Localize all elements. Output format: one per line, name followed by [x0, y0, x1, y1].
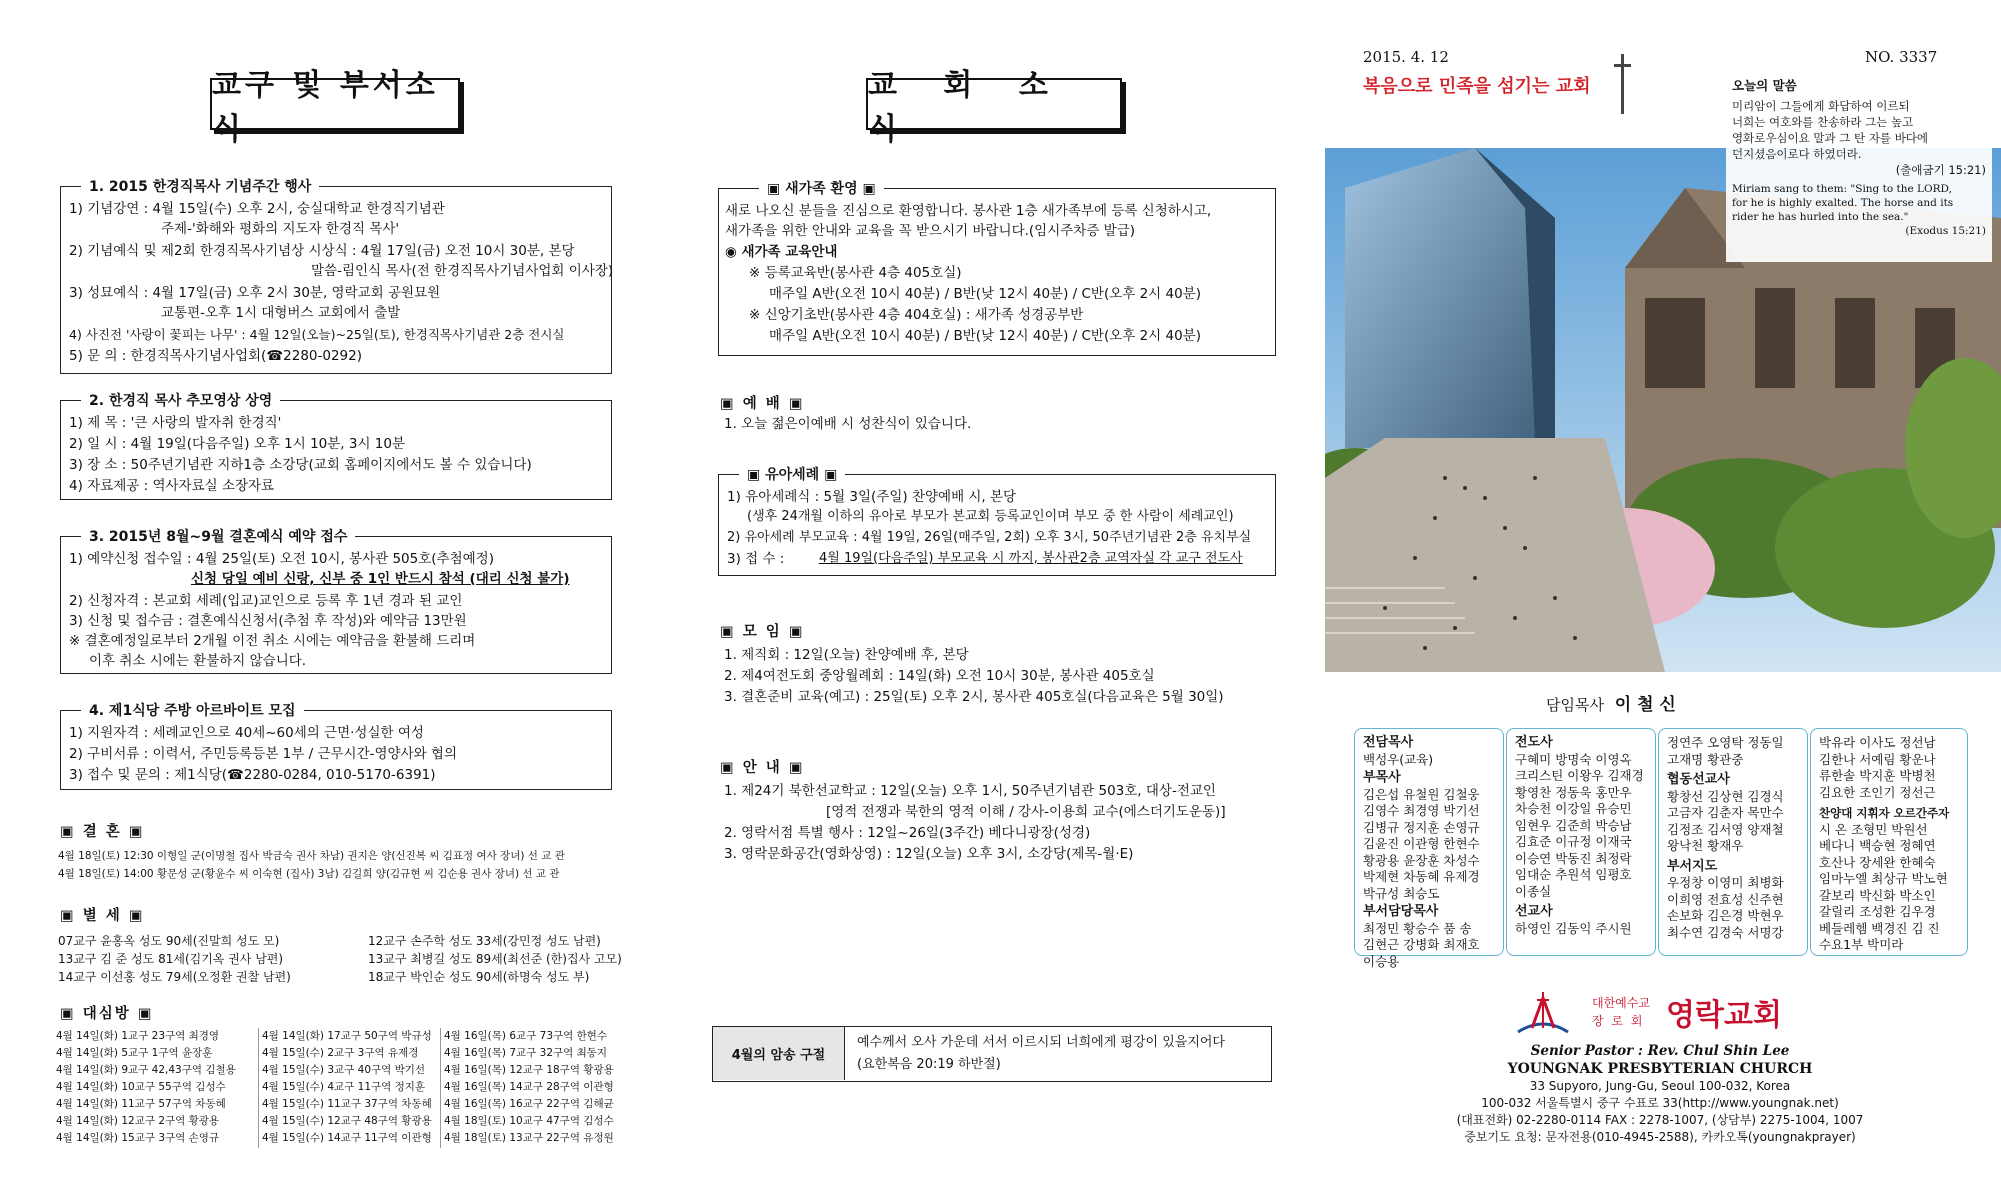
section-infant-baptism: [718, 467, 1276, 576]
text-line: 4) 자료제공 : 역사자료실 소장자료: [69, 478, 275, 494]
staff-names: 백성우(교육): [1363, 751, 1434, 767]
text-line: 2) 일 시 : 4월 19일(다음주일) 오후 1시 10분, 3시 10분: [69, 436, 406, 452]
staff-heading: 전도사: [1515, 735, 1553, 750]
phone-line: (대표전화) 02-2280-0114 FAX : 2278-1007, (상담부) 2275-1004, 1007: [1456, 1113, 1864, 1127]
text-line: 5) 문 의 : 한경직목사기념사업회(☎2280-0292): [69, 348, 362, 364]
text-line: 3. 결혼준비 교육(예고) : 25일(토) 오후 2시, 봉사관 405호실(다음교육은 5월 30일): [724, 689, 1224, 705]
verse-en-line: Miriam sang to them: "Sing to the LORD,: [1732, 183, 1952, 195]
text-line: 신청 당일 예비 신랑, 신부 중 1인 반드시 참석 (대리 신청 불가): [191, 571, 570, 587]
section-kitchen-job: [60, 703, 612, 790]
visit-line: 4월 14일(화) 17교구 50구역 박규성: [262, 1030, 432, 1042]
staff-names: 김은섭 유철원 김철웅 김영수 최경영 박기선 김병규 정지훈 손영규 김윤진 이관형 한현수 황광용 윤장훈 차성수 박제현 차동혜 유제경 박규성 최승도: [1363, 786, 1480, 901]
text-line: 4) 사진전 '사랑이 꽃피는 나무' : 4월 12일(오늘)~25일(토), 한경직목사기념관 2층 전시실: [69, 327, 565, 342]
slogan: 복음으로 민족을 섬기는 교회: [1363, 76, 1591, 97]
visits-col-3: [444, 1028, 624, 1147]
text-line: 3) 장 소 : 50주년기념관 지하1층 소강당(교회 홈페이지에서도 볼 수 있습니다): [69, 457, 532, 473]
death-line: 13교구 김 준 성도 81세(김기옥 권사 남편): [58, 952, 284, 966]
text-line: ※ 등록교육반(봉사관 4층 405호실): [749, 265, 962, 281]
text-line: 3) 신청 및 접수금 : 결혼예식신청서(추첨 후 작성)와 예약금 13만원: [69, 613, 467, 629]
staff-col-2: [1506, 728, 1656, 956]
staff-heading: 협동선교사: [1667, 772, 1730, 787]
text-line: 3) 접수 및 문의 : 제1식당(☎2280-0284, 010-5170-6391): [69, 767, 436, 783]
verse-line: 너희는 여호와를 찬송하라 그는 높고: [1732, 115, 1914, 129]
verse-ref: (출애굽기 15:21): [1895, 163, 1986, 177]
staff-heading: 전담목사: [1363, 735, 1414, 750]
memory-verse-text: 예수께서 오사 가운데 서서 이르시되 너희에게 평강이 있을지어다: [857, 1035, 1225, 1050]
death-line: 13교구 최병길 성도 89세(최선준 (한)집사 고모): [368, 952, 622, 966]
staff-col-3: [1658, 728, 1808, 956]
divider: [258, 1028, 259, 1148]
visit-line: 4월 14일(화) 9교구 42,43구역 김철용: [56, 1064, 236, 1076]
memory-verse-label: 4월의 암송 구절: [731, 1048, 826, 1063]
text-line: 2. 영락서점 특별 행사 : 12일~26일(3주간) 베다니광장(성경): [724, 825, 1091, 841]
text-line: 4월 19일(다음주일) 부모교육 시 까지, 봉사관2층 교역자실 각 교구 전도사: [819, 551, 1243, 566]
verse-panel: [1726, 72, 1992, 262]
visit-line: 4월 16일(목) 7교구 32구역 최동지: [444, 1047, 608, 1059]
verse-line: 영화로우심이요 말과 그 탄 자를 바다에: [1732, 131, 1929, 145]
worship-head: ▣ 예 배 ▣: [720, 396, 805, 412]
visit-line: 4월 15일(수) 11교구 37구역 차동혜: [262, 1098, 432, 1110]
text-line: 2. 제4여전도회 중앙월례회 : 14일(화) 오전 10시 30분, 봉사관 405호실: [724, 668, 1155, 684]
text-line: 1) 기념강연 : 4월 15일(수) 오후 2시, 숭실대학교 한경직기념관: [69, 201, 445, 217]
visit-line: 4월 14일(화) 15교구 3구역 손영규: [56, 1132, 220, 1144]
text-line: 주제-'화해와 평화의 지도자 한경직 목사': [161, 221, 400, 237]
cross-icon: [1621, 54, 1624, 114]
section-newcomers: [718, 181, 1276, 356]
staff-col-4: [1810, 728, 1968, 956]
denomination-2: 장 로 회: [1592, 1014, 1645, 1028]
text-line: ◉ 새가족 교육안내: [725, 244, 838, 260]
text-line: [영적 전쟁과 북한의 영적 이해 / 강사-이용희 교수(에스더기도운동)]: [826, 804, 1226, 820]
text-line: 2) 기념예식 및 제2회 한경직목사기념상 시상식 : 4월 17일(금) 오전 10시 30분, 본당: [69, 243, 575, 259]
section-memorial-week: [60, 179, 614, 374]
contact-block: [1340, 1042, 1980, 1146]
notices-head: ▣ 안 내 ▣: [720, 760, 805, 776]
visit-line: 4월 18일(토) 13교구 22구역 유정원: [444, 1132, 614, 1144]
text-line: (생후 24개월 이하의 유아로 부모가 본교회 등록교인이며 부모 중 한 사람이 세례교인): [747, 509, 1234, 524]
text-line: 새가족을 위한 안내와 교육을 꼭 받으시기 바랍니다.(임시주차증 발급): [725, 223, 1136, 239]
divider: [440, 1028, 441, 1148]
text-line: 매주일 A반(오전 10시 40분) / B반(낮 12시 40분) / C반(오후 2시 40분): [769, 286, 1202, 302]
text-line: 2) 신청자격 : 본교회 세례(입교)교인으로 등록 후 1년 경과 된 교인: [69, 593, 463, 609]
meetings-head: ▣ 모 임 ▣: [720, 624, 805, 640]
text-line: 1) 제 목 : '큰 사랑의 발자취 한경직': [69, 415, 282, 431]
section-wedding-reservation: [60, 529, 612, 674]
text-line: 2) 유아세례 부모교육 : 4월 19일, 26일(매주일, 2회) 오후 3시, 50주년기념관 2층 유치부실: [727, 530, 1252, 545]
visit-line: 4월 15일(수) 4교구 11구역 정지훈: [262, 1081, 426, 1093]
pastor-name: 이 철 신: [1614, 695, 1676, 715]
staff-names: 구혜미 방명숙 이영옥 크리스틴 이왕우 김재경 황영찬 정동욱 홍만우 차승천 이강일 유승민 임현우 김준희 박승남 김효준 이규정 이재국 이승연 박동진 최정락 임대순 추원석 임평호 이종실: [1515, 751, 1644, 899]
visit-line: 4월 15일(수) 2교구 3구역 유제경: [262, 1047, 419, 1059]
section-head: 2. 한경직 목사 추모영상 상영: [81, 390, 280, 410]
verse-en-ref: (Exodus 15:21): [1905, 225, 1986, 237]
pastor-label: 담임목사: [1546, 696, 1604, 714]
text-line: 교통편-오후 1시 대형버스 교회에서 출발: [161, 305, 401, 321]
visit-line: 4월 15일(수) 14교구 11구역 이관형: [262, 1132, 432, 1144]
text-line: 새로 나오신 분들을 진심으로 환영합니다. 봉사관 1층 새가족부에 등록 신청하시고,: [725, 203, 1212, 219]
text-line: 3) 접 수 :: [727, 551, 785, 567]
denomination-1: 대한예수교: [1592, 996, 1650, 1010]
verse-en-line: for he is highly exalted. The horse and its: [1732, 197, 1954, 209]
staff-heading: 선교사: [1515, 904, 1553, 919]
section-head: 1. 2015 한경직목사 기념주간 행사: [81, 176, 319, 196]
left-title: 교구 및 부서소식: [210, 78, 460, 130]
text-line: ※ 결혼예정일로부터 2개월 이전 취소 시에는 예약금을 환불해 드리며: [69, 633, 476, 649]
memory-verse-label-cell: [713, 1027, 845, 1080]
visit-line: 4월 14일(화) 1교구 23구역 최경영: [56, 1030, 220, 1042]
pastor-line: [1546, 690, 1676, 715]
section-head: ▣ 새가족 환영 ▣: [759, 178, 884, 198]
text-line: 1) 예약신청 접수일 : 4월 25일(토) 오전 10시, 봉사관 505호(추첨예정): [69, 551, 494, 567]
death-line: 12교구 손주학 성도 33세(강민정 성도 남편): [368, 934, 601, 948]
visits-head: ▣ 대심방 ▣: [60, 1006, 154, 1022]
visit-line: 4월 14일(화) 12교구 2구역 황광용: [56, 1115, 220, 1127]
death-line: 18교구 박인순 성도 90세(하명숙 성도 부): [368, 970, 590, 984]
wedding-line: 4월 18일(토) 14:00 황문성 군(황윤수 씨 이숙현 (집사) 3남) 김길희 양(김규현 씨 김순용 권사 장녀) 선 교 관: [58, 868, 560, 880]
staff-names: 최정민 황승수 품 송 김현근 강병화 최재호 이승용: [1363, 920, 1480, 969]
address-en: 33 Supyoro, Jung-Gu, Seoul 100-032, Korea: [1529, 1079, 1791, 1093]
verse-en-line: rider he has hurled into the sea.": [1732, 211, 1909, 223]
middle-title: 교 회 소 식: [866, 78, 1122, 130]
visit-line: 4월 16일(목) 16교구 22구역 김해균: [444, 1098, 614, 1110]
senior-pastor-en: Senior Pastor : Rev. Chul Shin Lee: [1530, 1043, 1790, 1059]
visit-line: 4월 15일(수) 12교구 48구역 황광용: [262, 1115, 432, 1127]
death-line: 14교구 이선홍 성도 79세(오정환 권찰 남편): [58, 970, 291, 984]
text-line: 3. 영락문화공간(영화상영) : 12일(오늘) 오후 3시, 소강당(제목-월·E): [724, 846, 1134, 862]
visits-col-2: [262, 1028, 442, 1147]
prayer-line: 중보기도 요청: 문자전용(010-4945-2588), 카카오톡(youngnakprayer): [1464, 1130, 1856, 1144]
issue-number: NO. 3337: [1865, 48, 1938, 66]
section-head: ▣ 유아세례 ▣: [739, 464, 845, 484]
cross-bar: [1614, 64, 1631, 67]
church-logo-icon: [1508, 988, 1578, 1038]
text-line: 1) 지원자격 : 세례교인으로 40세~60세의 근면·성실한 여성: [69, 725, 424, 741]
staff-col-1: [1354, 728, 1504, 969]
wedding-line: 4월 18일(토) 12:30 이형일 군(이명철 집사 박금숙 권사 차남) 권지은 양(신진복 씨 김표정 여사 장녀) 선 교 관: [58, 850, 565, 862]
staff-names: 하영인 김동익 주시원: [1515, 920, 1632, 936]
church-name-en: YOUNGNAK PRESBYTERIAN CHURCH: [1507, 1061, 1813, 1077]
section-head: 4. 제1식당 주방 아르바이트 모집: [81, 700, 304, 720]
wedding-head: ▣ 결 혼 ▣: [60, 824, 145, 840]
visit-line: 4월 16일(목) 12교구 18구역 황광용: [444, 1064, 614, 1076]
text-line: 1) 유아세례식 : 5월 3일(주일) 찬양예배 시, 본당: [727, 489, 1017, 505]
visit-line: 4월 14일(화) 11교구 57구역 차동혜: [56, 1098, 226, 1110]
verse-line: 미리암이 그들에게 화답하여 이르되: [1732, 99, 1910, 113]
death-line: 07교구 윤홍옥 성도 90세(진말희 성도 모): [58, 934, 280, 948]
staff-names: 황창선 김상현 김경식 고금자 김춘자 목만수 김정조 김서영 양재철 왕낙천 황재우: [1667, 788, 1784, 853]
text-line: 매주일 A반(오전 10시 40분) / B반(낮 12시 40분) / C반(오후 2시 40분): [769, 328, 1202, 344]
staff-heading: 부서담당목사: [1363, 904, 1439, 919]
text-line: 3) 성묘예식 : 4월 17일(금) 오후 2시 30분, 영락교회 공원묘원: [69, 285, 441, 301]
section-head: 3. 2015년 8월~9월 결혼예식 예약 접수: [81, 526, 355, 546]
visit-line: 4월 14일(화) 10교구 55구역 김성수: [56, 1081, 226, 1093]
staff-names: 정연주 오영탁 정동일 고재명 황관중: [1667, 735, 1784, 767]
visit-line: 4월 16일(목) 6교구 73구역 한현수: [444, 1030, 608, 1042]
text-line: 1. 제직회 : 12일(오늘) 찬양예배 후, 본당: [724, 647, 969, 663]
staff-heading: 찬양대 지휘자 오르간주자: [1819, 806, 1950, 820]
staff-heading: 부서지도: [1667, 858, 1718, 874]
memory-verse-box: [712, 1026, 1272, 1082]
visits-col-1: [56, 1028, 256, 1147]
memory-verse-ref: (요한복음 20:19 하반절): [857, 1057, 1001, 1072]
text-line: 말씀-림인식 목사(전 한경직목사기념사업회 이사장): [311, 263, 614, 279]
staff-names: 우정창 이영미 최병화 이희영 전효성 신주현 손보화 김은경 박현우 최수연 김경숙 서명강: [1667, 875, 1784, 940]
church-name: 영락교회: [1666, 998, 1782, 1033]
section-memorial-video: [60, 393, 612, 500]
issue-date: 2015. 4. 12: [1363, 48, 1449, 66]
staff-names: 박유라 이사도 정선남 김한나 서예림 황운나 류한솔 박지훈 박병천 김요한 조인기 정선근: [1819, 735, 1936, 800]
text-line: 1. 오늘 젊은이예배 시 성찬식이 있습니다.: [724, 416, 972, 432]
staff-heading: 부목사: [1363, 770, 1401, 785]
visit-line: 4월 16일(목) 14교구 28구역 이관형: [444, 1081, 614, 1093]
verse-title: 오늘의 말씀: [1732, 78, 1797, 93]
visit-line: 4월 14일(화) 5교구 1구역 윤장훈: [56, 1047, 213, 1059]
deaths-head: ▣ 별 세 ▣: [60, 908, 145, 924]
text-line: 1. 제24기 북한선교학교 : 12일(오늘) 오후 1시, 50주년기념관 503호, 대상-전교인: [724, 783, 1216, 799]
visit-line: 4월 15일(수) 3교구 40구역 박기선: [262, 1064, 426, 1076]
verse-line: 던지셨음이로다 하였더라.: [1732, 147, 1862, 161]
staff-names: 시 온 조형민 박원선 베다니 백승현 정혜연 호산나 장세완 한혜숙 임마누엘 최상규 박노현 갈보리 박신화 박소인 갈릴리 조성환 김우경 베들레헴 백경진 김 진 수요1부 박미라: [1819, 821, 1948, 952]
church-logo: [1508, 988, 1808, 1038]
text-line: ※ 신앙기초반(봉사관 4층 404호실) : 새가족 성경공부반: [749, 307, 1084, 323]
text-line: 이후 취소 시에는 환불하지 않습니다.: [89, 653, 307, 669]
address-ko: 100-032 서울특별시 중구 수표로 33(http://www.youngnak.net): [1481, 1096, 1839, 1110]
visit-line: 4월 18일(토) 10교구 47구역 김성수: [444, 1115, 614, 1127]
text-line: 2) 구비서류 : 이력서, 주민등록등본 1부 / 근무시간-영양사와 협의: [69, 746, 458, 762]
